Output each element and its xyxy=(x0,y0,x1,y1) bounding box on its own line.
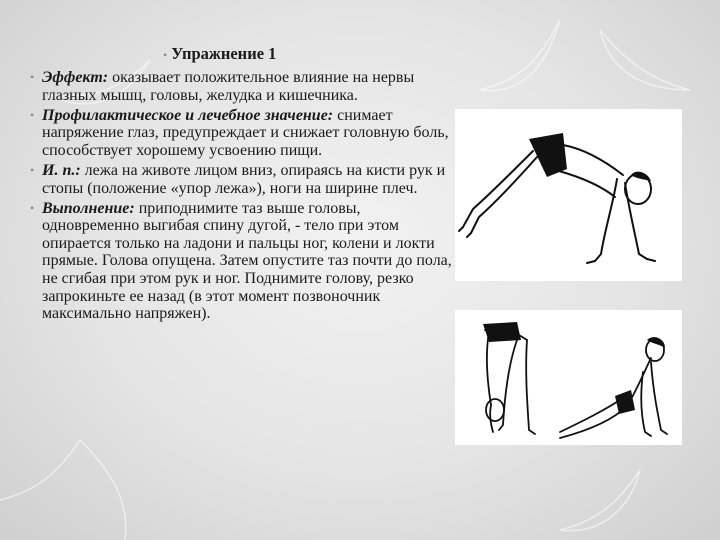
bullet-icon: • xyxy=(30,200,35,215)
bullet-text: лежа на животе лицом вниз, опираясь на кисти рук и стопы (положение «упор лежа»), ноги на ширине плеч. xyxy=(42,161,446,197)
bullet-term: Эффект: xyxy=(42,69,109,86)
bullet-execution xyxy=(30,200,455,323)
bullet-text: снимает напряжение глаз, предупреждает и снижает головную боль, способствует хорошему усвоению пищи. xyxy=(42,106,449,159)
bullet-term: Профилактическое и лечебное значение: xyxy=(42,106,334,124)
bullet-icon: • xyxy=(30,107,35,122)
bullet-effect xyxy=(30,69,455,104)
bullet-text: приподнимите таз выше головы, одновременно выгибая спину дугой, - тело при этом опирается только на ладони и пальцы ног, колени и локти прямые. Голова опущена. Затем опустите таз почти до пола, не сгибая при этом рук и ног. Поднимите голову, резко запрокиньте ее назад (в этот момент позвоночник максимально напряжен). xyxy=(42,199,452,323)
bullet-icon: • xyxy=(30,70,35,84)
woman-two-poses-icon xyxy=(455,310,682,445)
man-pike-pose-icon xyxy=(455,109,682,281)
bullet-start-position xyxy=(30,162,455,197)
exercise-figure-man xyxy=(455,109,682,281)
bullet-term: И. п.: xyxy=(42,161,81,179)
exercise-figure-woman xyxy=(455,310,682,445)
bullet-list xyxy=(30,69,455,325)
bullet-text: оказывает положительное влияние на нервы глазных мышц, головы, желудка и кишечника. xyxy=(42,69,415,104)
slide-title-text: Упражнение 1 xyxy=(171,44,277,63)
bullet-icon: • xyxy=(30,162,35,177)
bullet-icon: • xyxy=(163,48,168,62)
bullet-term: Выполнение: xyxy=(42,199,135,217)
slide-title xyxy=(163,44,276,65)
bullet-prevention xyxy=(30,107,455,160)
